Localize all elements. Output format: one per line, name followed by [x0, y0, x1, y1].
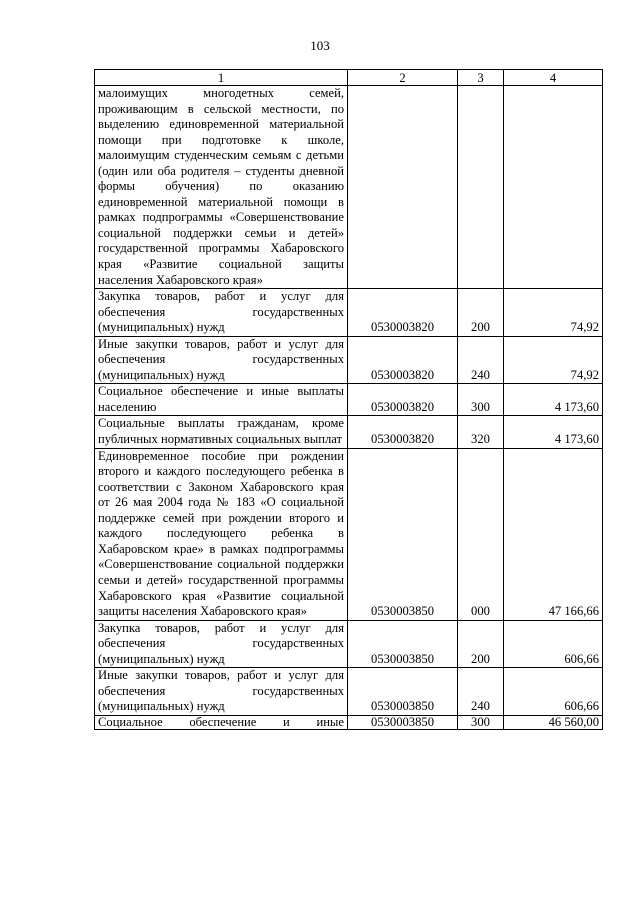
page-number: 103 [310, 38, 330, 53]
row-description: Единовременное пособие при рождении второго и каждого последующего ребенка в соответствии с Законом Хабаровского края от 26 мая 2004 года № 183 «О социальной поддержке семей при рождении второго и каждого последующего ребенка в Хабаровском крае» в рамках подпрограммы «Совершенствование социальной поддержки семьи и детей» государственной программы Хабаровского края «Развитие социальной защиты населения Хабаровского края» [95, 448, 348, 620]
row-description: Иные закупки товаров, работ и услуг для обеспечения государственных (муниципальных) нужд [95, 668, 348, 716]
row-code: 0530003820 [348, 289, 458, 337]
column-header-2: 2 [348, 70, 458, 86]
row-type: 200 [458, 620, 504, 668]
row-code: 0530003850 [348, 715, 458, 729]
row-amount: 46 560,00 [504, 715, 603, 729]
column-header-3: 3 [458, 70, 504, 86]
row-type: 320 [458, 416, 504, 448]
row-type: 300 [458, 715, 504, 729]
row-type: 240 [458, 336, 504, 384]
row-amount [504, 86, 603, 289]
table-row [95, 668, 603, 716]
column-header-1: 1 [95, 70, 348, 86]
table-row [95, 715, 603, 729]
row-amount: 74,92 [504, 289, 603, 337]
table-row [95, 416, 603, 448]
row-code: 0530003820 [348, 384, 458, 416]
table-header-row [95, 70, 603, 86]
table-row [95, 336, 603, 384]
row-amount: 606,66 [504, 620, 603, 668]
row-description: Социальное обеспечение и иные [95, 715, 348, 729]
table-row [95, 620, 603, 668]
table-row [95, 384, 603, 416]
table-row [95, 86, 603, 289]
row-type: 000 [458, 448, 504, 620]
row-code [348, 86, 458, 289]
row-type: 300 [458, 384, 504, 416]
row-code: 0530003850 [348, 668, 458, 716]
row-code: 0530003820 [348, 416, 458, 448]
row-type: 200 [458, 289, 504, 337]
row-description: малоимущих многодетных семей, проживающим в сельской местности, по выделению единовременной материальной помощи при подготовке к школе, малоимущим студенческим семьям с детьми (один или оба родителя – студенты дневной формы обучения) по оказанию единовременной материальной помощи в рамках подпрограммы «Совершенствование социальной поддержки семьи и детей» государственной программы Хабаровского края «Развитие социальной защиты населения Хабаровского края» [95, 86, 348, 289]
row-code: 0530003850 [348, 620, 458, 668]
row-description: Социальное обеспечение и иные выплаты населению [95, 384, 348, 416]
row-type: 240 [458, 668, 504, 716]
row-code: 0530003820 [348, 336, 458, 384]
row-amount: 606,66 [504, 668, 603, 716]
row-description: Иные закупки товаров, работ и услуг для обеспечения государственных (муниципальных) нужд [95, 336, 348, 384]
row-amount: 4 173,60 [504, 384, 603, 416]
row-amount: 4 173,60 [504, 416, 603, 448]
row-amount: 74,92 [504, 336, 603, 384]
row-type [458, 86, 504, 289]
table-row [95, 289, 603, 337]
row-description: Закупка товаров, работ и услуг для обеспечения государственных (муниципальных) нужд [95, 620, 348, 668]
table-row [95, 448, 603, 620]
column-header-4: 4 [504, 70, 603, 86]
row-description: Закупка товаров, работ и услуг для обеспечения государственных (муниципальных) нужд [95, 289, 348, 337]
row-code: 0530003850 [348, 448, 458, 620]
budget-table [94, 69, 603, 730]
row-description: Социальные выплаты гражданам, кроме публичных нормативных социальных выплат [95, 416, 348, 448]
row-amount: 47 166,66 [504, 448, 603, 620]
